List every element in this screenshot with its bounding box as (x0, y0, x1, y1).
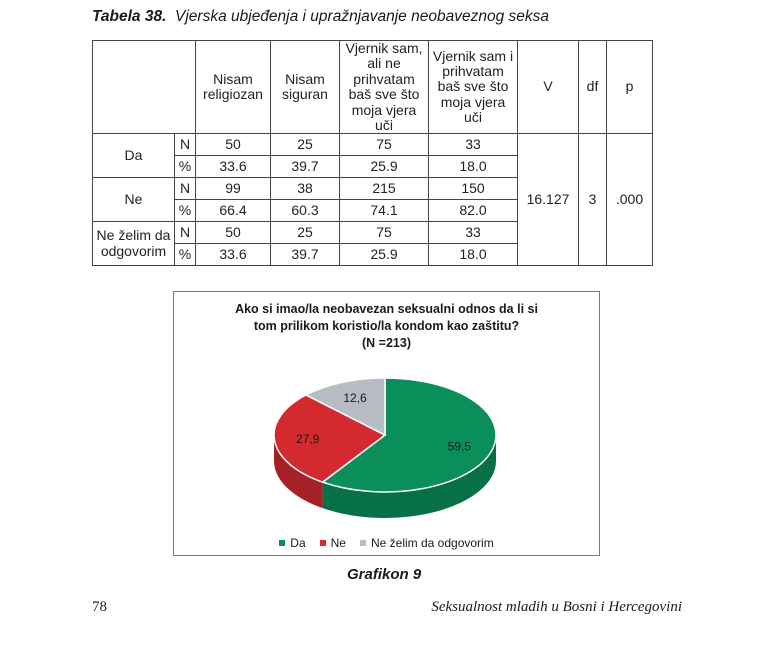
v-cell-top (518, 134, 579, 178)
value-cell: 215 (340, 178, 429, 200)
value-cell: 39.7 (271, 156, 340, 178)
legend-item-da (279, 536, 305, 550)
row-group-label: Da (93, 134, 175, 178)
pie-chart-frame (173, 291, 600, 556)
table-number: Tabela 38. (92, 8, 167, 25)
value-cell: 25 (271, 222, 340, 244)
legend-swatch (360, 540, 366, 546)
col-header: Vjernik sam i prihvatam baš sve što moja vjera uči (429, 41, 518, 134)
stat-cell: N (175, 178, 196, 200)
stat-cell: % (175, 200, 196, 222)
v-cell-bottom (518, 222, 579, 266)
chart-title-line: (N =213) (362, 336, 411, 350)
running-head: Seksualnost mladih u Bosni i Hercegovini (431, 599, 682, 615)
stat-cell: N (175, 222, 196, 244)
value-cell: 39.7 (271, 244, 340, 266)
value-cell: 75 (340, 222, 429, 244)
pie-value-label-2: 12,6 (343, 391, 367, 406)
col-header: df (579, 41, 607, 134)
value-cell: 38 (271, 178, 340, 200)
stat-cell: % (175, 244, 196, 266)
value-cell: 150 (429, 178, 518, 200)
page-number: 78 (92, 599, 107, 615)
table-row (93, 222, 653, 244)
v-value: 16.127 (518, 178, 579, 222)
empty-header-cell (93, 41, 196, 134)
col-header: Nisam religiozan (196, 41, 271, 134)
value-cell: 33.6 (196, 156, 271, 178)
value-cell: 25.9 (340, 156, 429, 178)
value-cell: 66.4 (196, 200, 271, 222)
stat-cell: N (175, 134, 196, 156)
value-cell: 50 (196, 134, 271, 156)
value-cell: 99 (196, 178, 271, 200)
row-group-label: Ne (93, 178, 175, 222)
legend-item-ne (320, 536, 346, 550)
chart-title-line: Ako si imao/la neobavezan seksualni odnos da li si (235, 302, 538, 316)
df-cell-bottom (579, 222, 607, 266)
pie-value-label-1: 27,9 (295, 431, 320, 446)
value-cell: 33.6 (196, 244, 271, 266)
table-caption (92, 8, 549, 26)
stat-cell: % (175, 156, 196, 178)
value-cell: 75 (340, 134, 429, 156)
table-title: Vjerska ubjeđenja i upražnjavanje neobaveznog seksa (175, 8, 549, 25)
legend-label: Ne (330, 536, 346, 550)
col-header: V (518, 41, 579, 134)
legend-swatch (279, 540, 285, 546)
p-cell-top (607, 134, 653, 178)
chart-title-line: tom prilikom koristio/la kondom kao zaštitu? (253, 319, 520, 333)
pie-value-label-0: 59,5 (447, 439, 471, 454)
legend-item-ne-zelim (360, 536, 494, 550)
df-cell-top (579, 134, 607, 178)
value-cell: 18.0 (429, 244, 518, 266)
col-header: Nisam siguran (271, 41, 340, 134)
value-cell: 82.0 (429, 200, 518, 222)
value-cell: 25.9 (340, 244, 429, 266)
df-value: 3 (579, 178, 607, 222)
p-value: .000 (607, 178, 653, 222)
value-cell: 50 (196, 222, 271, 244)
value-cell: 74.1 (340, 200, 429, 222)
value-cell: 25 (271, 134, 340, 156)
value-cell: 18.0 (429, 156, 518, 178)
table-row (93, 178, 653, 200)
table-header-row (93, 41, 653, 134)
figure-caption: Grafikon 9 (347, 566, 422, 583)
value-cell: 60.3 (271, 200, 340, 222)
legend-label: Ne želim da odgovorim (370, 536, 494, 550)
table-row (93, 134, 653, 156)
value-cell: 33 (429, 134, 518, 156)
pie-chart (174, 292, 599, 555)
col-header: p (607, 41, 653, 134)
value-cell: 33 (429, 222, 518, 244)
p-cell-bottom (607, 222, 653, 266)
row-group-label: Ne želim da odgovorim (93, 222, 175, 266)
legend-swatch (320, 540, 326, 546)
data-table (92, 40, 653, 266)
chart-legend (174, 536, 599, 550)
legend-label: Da (290, 536, 306, 550)
col-header: Vjernik sam, ali ne prihvatam baš sve što moja vjera uči (340, 41, 429, 134)
